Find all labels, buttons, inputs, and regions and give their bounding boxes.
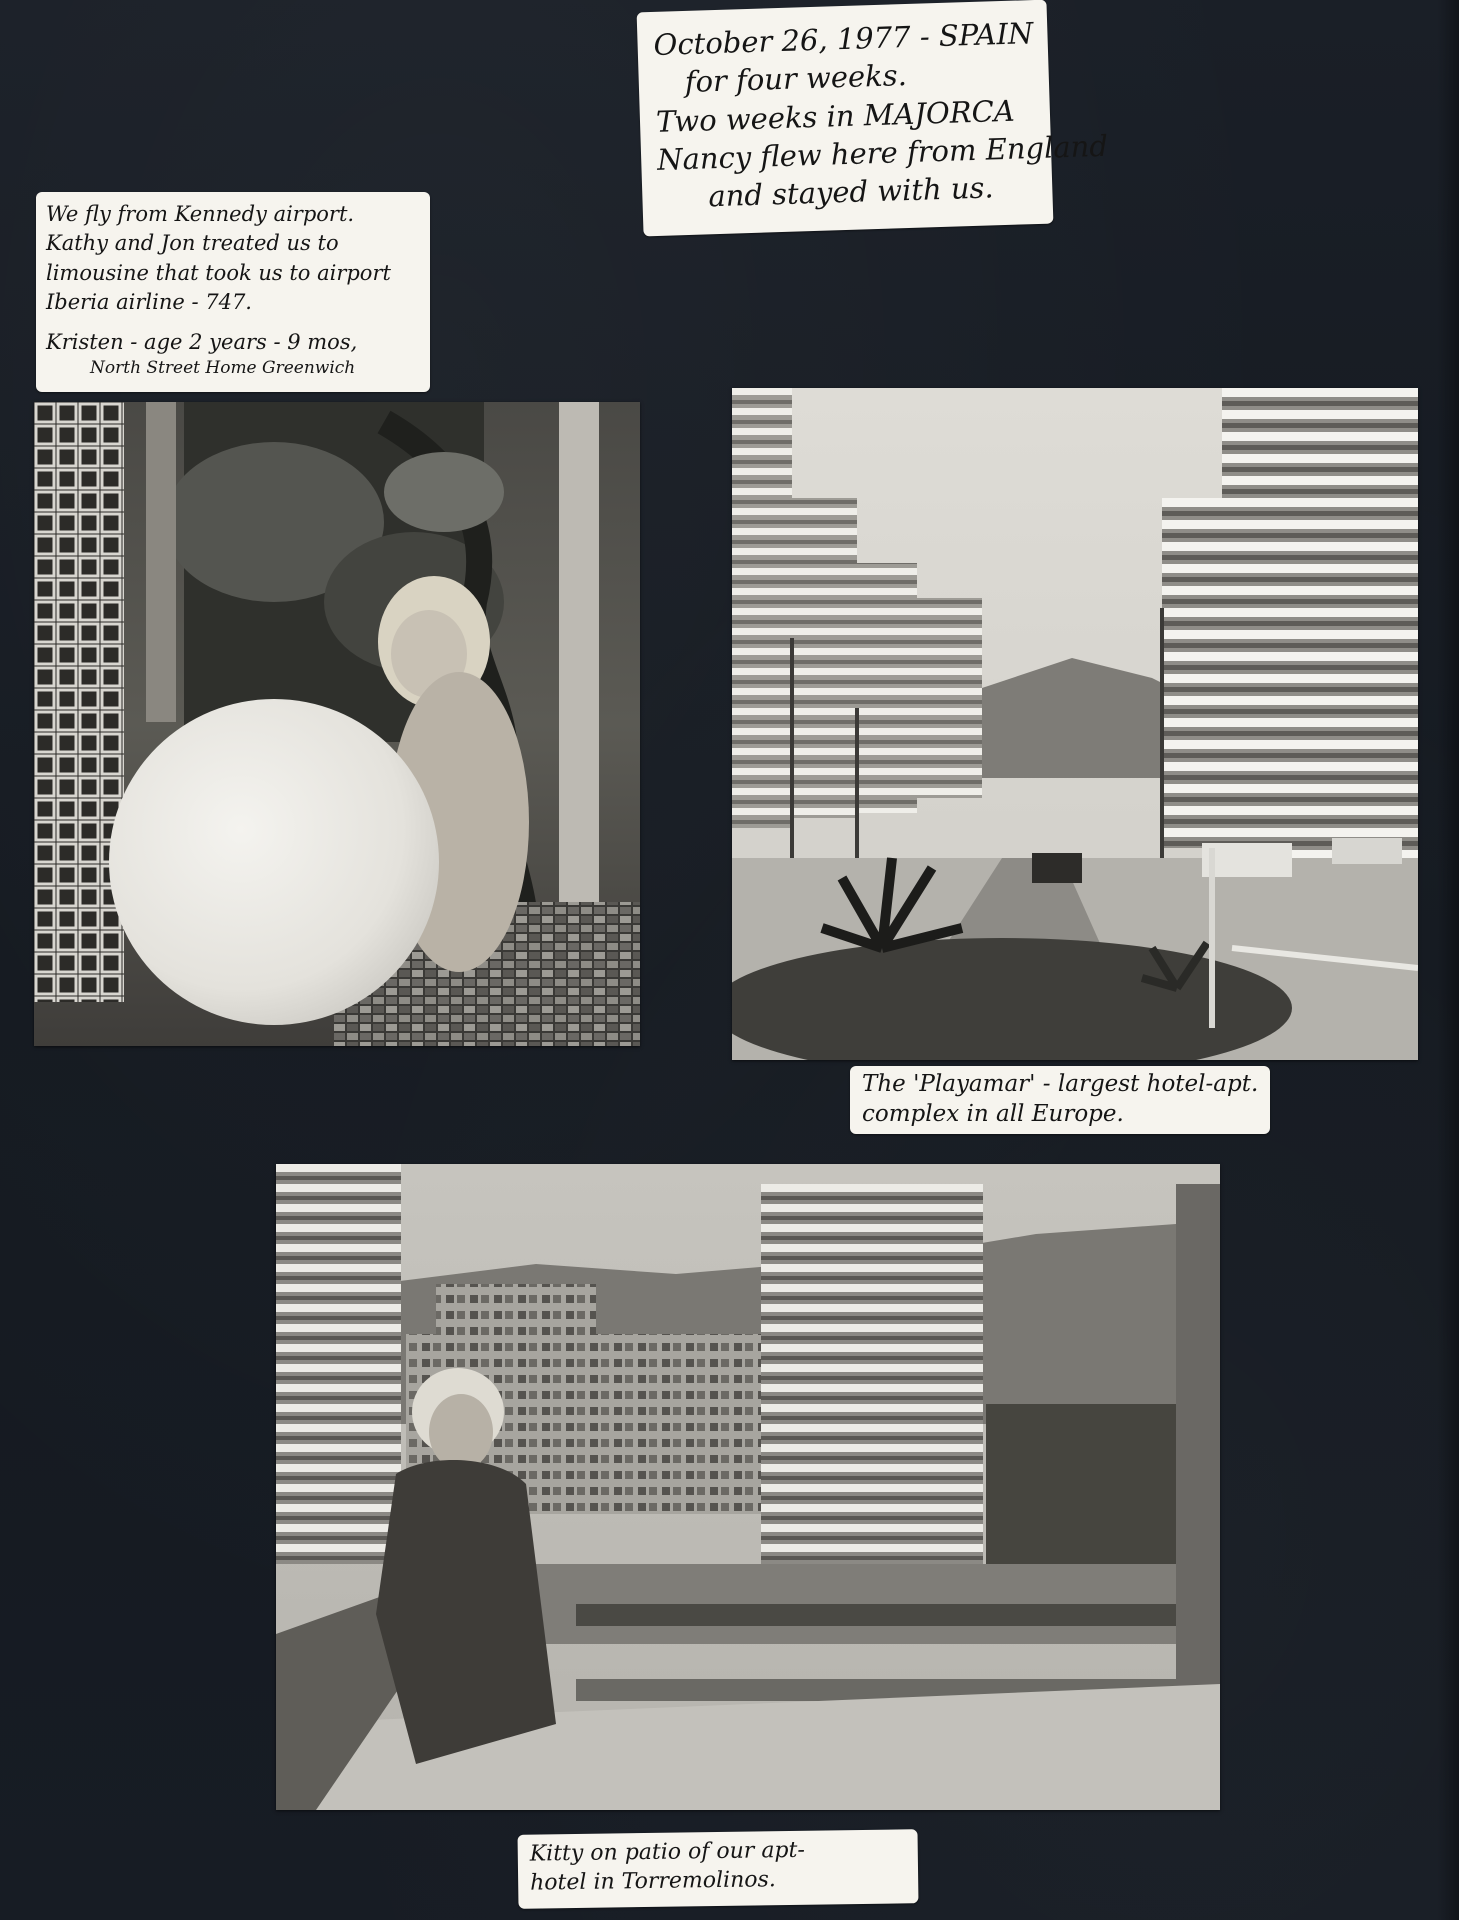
girl-photo-art bbox=[34, 402, 640, 1046]
parked-car bbox=[1332, 838, 1402, 864]
date-note-line: October 26, 1977 - SPAIN bbox=[653, 16, 1034, 62]
playamar-note-line: complex in all Europe. bbox=[862, 1100, 1124, 1127]
trees bbox=[986, 1404, 1186, 1564]
kristen-age-line: Kristen - age 2 years - 9 mos, bbox=[46, 329, 358, 354]
towers-photo-art bbox=[732, 388, 1418, 1060]
date-note-line: Two weeks in MAJORCA bbox=[655, 93, 1016, 139]
tower-left-3 bbox=[852, 563, 917, 813]
balloon bbox=[109, 699, 439, 1025]
tower-left-4 bbox=[912, 598, 982, 798]
note-spacer bbox=[46, 318, 420, 328]
kitty-note bbox=[518, 1829, 919, 1909]
patio-photo-art bbox=[276, 1164, 1220, 1810]
tower-center bbox=[761, 1184, 983, 1574]
wicker-basket bbox=[34, 402, 124, 1002]
tower-left bbox=[276, 1164, 401, 1564]
parked-car bbox=[1202, 843, 1292, 877]
flight-note-line: We fly from Kennedy airport. bbox=[46, 202, 355, 226]
tower-left-1 bbox=[732, 388, 792, 828]
date-note-line: and stayed with us. bbox=[707, 170, 995, 214]
photo-playamar-towers bbox=[732, 388, 1418, 1060]
flight-note-line: Iberia airline - 747. bbox=[46, 290, 252, 315]
kitty-note-line: Kitty on patio of our apt- bbox=[529, 1837, 805, 1867]
date-note-line: for four weeks. bbox=[684, 58, 908, 100]
parked-car bbox=[1032, 853, 1082, 883]
tower-left-2 bbox=[787, 498, 857, 818]
binder-edge bbox=[1437, 0, 1459, 1920]
flight-note-line: Kathy and Jon treated us to bbox=[46, 231, 339, 256]
flight-note bbox=[36, 192, 430, 392]
balcony-rail bbox=[576, 1604, 1176, 1626]
kitty-face bbox=[429, 1394, 493, 1470]
vine-leaves bbox=[384, 452, 504, 532]
playamar-note-line: The 'Playamar' - largest hotel-apt. bbox=[862, 1071, 1259, 1097]
date-note bbox=[637, 0, 1109, 236]
photo-kitty-on-patio bbox=[276, 1164, 1220, 1810]
playamar-note bbox=[850, 1066, 1270, 1134]
tower-right-2 bbox=[1222, 388, 1418, 858]
date-note-line: Nancy flew here from England bbox=[656, 128, 1109, 177]
pergola-post bbox=[559, 402, 599, 922]
address-line: North Street Home Greenwich bbox=[90, 357, 356, 378]
kitty-note-line: hotel in Torremolinos. bbox=[529, 1866, 776, 1896]
flight-note-line: limousine that took us to airport bbox=[46, 260, 391, 285]
photo-girl-with-balloon bbox=[34, 402, 640, 1046]
wooden-pole bbox=[146, 402, 176, 722]
